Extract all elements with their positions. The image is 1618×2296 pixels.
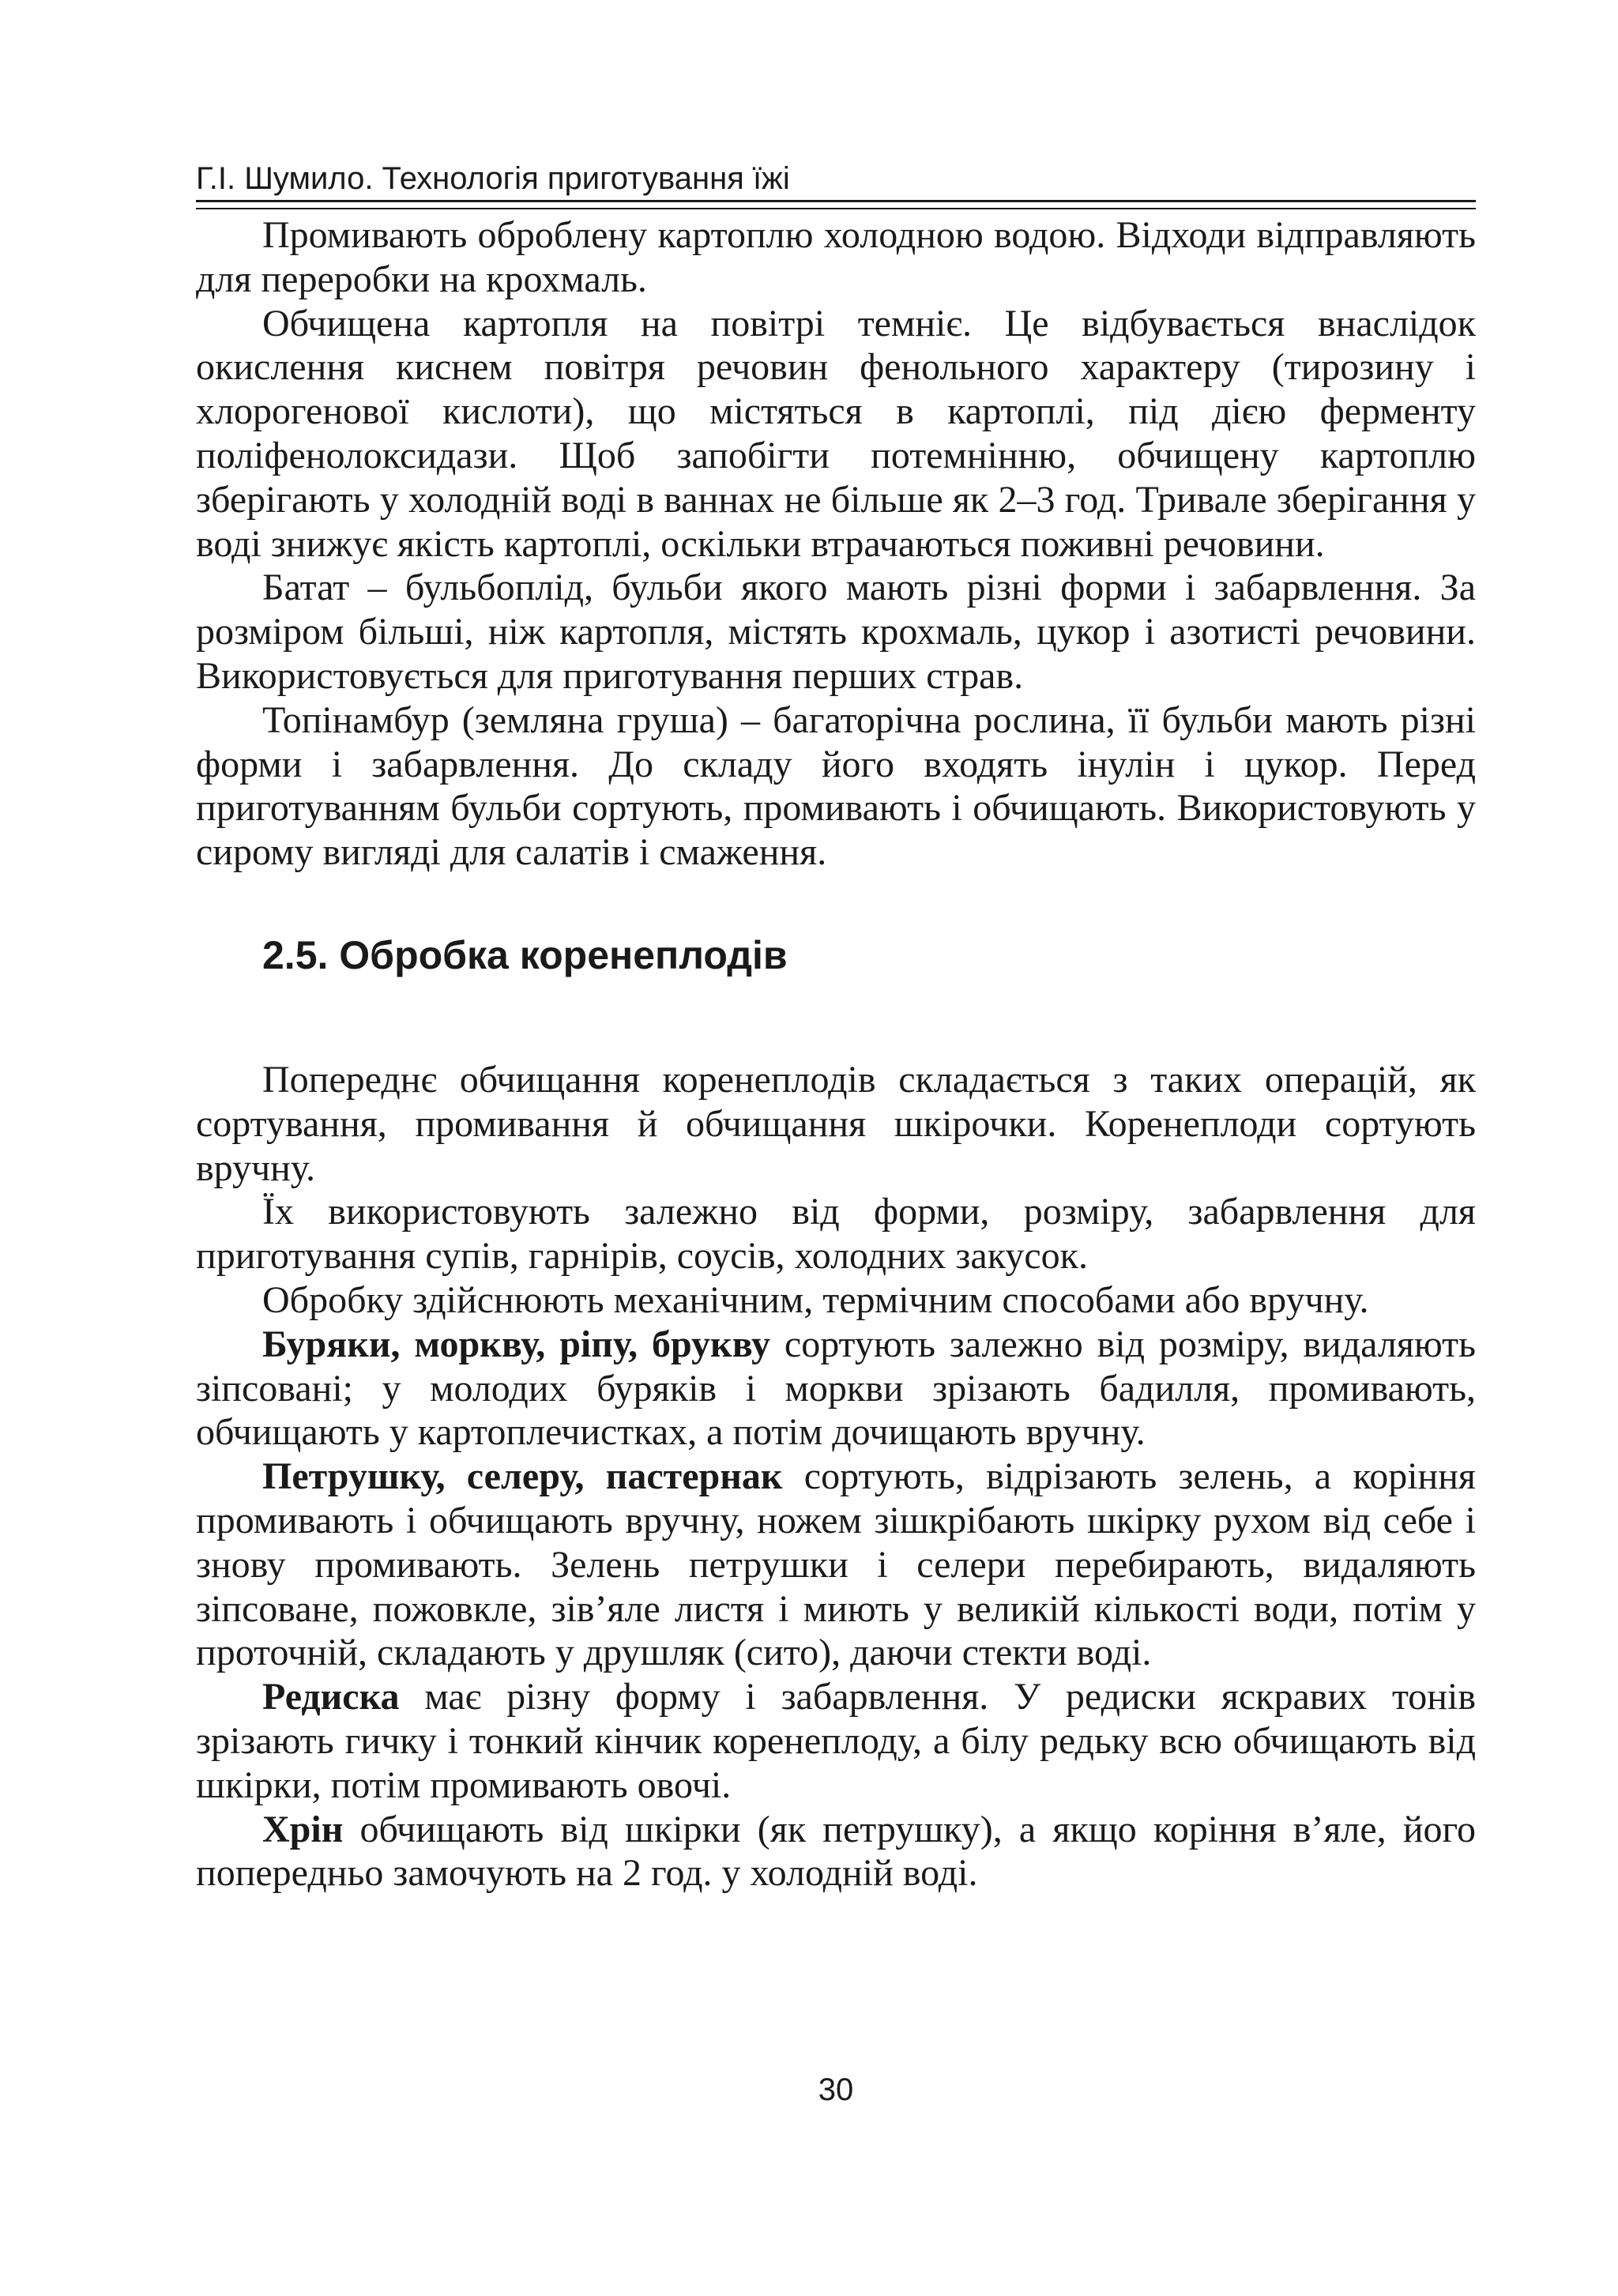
bold-lead: Хрін — [262, 1808, 344, 1850]
header-rule-thin — [196, 208, 1476, 209]
paragraph-text: сортують залежно від розміру, видаляють зіпсовані; у молодих буряків і моркви зрізають бадилля, промивають, обчищають у картоплечистках, а потім дочищають вручну. — [196, 1323, 1476, 1454]
bold-lead: Буряки, моркву, ріпу, брукву — [262, 1323, 770, 1365]
paragraph-text: має різну форму і забарвлення. У редиски яскравих тонів зрізають гичку і тонкий кінчик коренеплоду, а білу редьку всю обчищають від шкірки, потім промивають овочі. — [196, 1676, 1476, 1806]
book-page — [196, 0, 1476, 2296]
paragraph-horseradish — [196, 1808, 1476, 1896]
page-number: 30 — [818, 2072, 854, 2107]
paragraph: Попереднє обчищання коренеплодів складається з таких операцій, як сортування, промивання й обчищання шкірочки. Коренеплоди сортують вручну. — [196, 1058, 1476, 1189]
paragraph-text: обчищають від шкірки (як петрушку), а якщо коріння в’яле, його попередньо замочують на 2 год. у холодній воді. — [196, 1808, 1476, 1895]
running-header: Г.І. Шумило. Технологія приготування їжі — [196, 161, 790, 196]
paragraph: Їх використовують залежно від форми, розміру, забарвлення для приготування супів, гарнірів, соусів, холодних закусок. — [196, 1191, 1476, 1278]
paragraph-parsley — [196, 1455, 1476, 1675]
paragraph: Обробку здійснюють механічним, термічним способами або вручну. — [262, 1278, 1369, 1321]
paragraph: Обчищена картопля на повітрі темніє. Це відбувається внаслідок окислення киснем повітря речовин фенольного характеру (тирозину і хлорогенової кислоти), що містяться в картоплі, під дією ферменту поліфенолоксидази. Щоб запобігти потемнінню, обчищену картоплю зберігають у холодній воді в ваннах не більше як 2–3 год. Тривале зберігання у воді знижує якість картоплі, оскільки втрачаються поживні речовини. — [196, 302, 1476, 565]
bold-lead: Редиска — [262, 1676, 400, 1718]
header-rule-thick — [196, 200, 1476, 202]
bold-lead: Петрушку, селеру, пастернак — [262, 1455, 783, 1498]
paragraph: Батат – бульбоплід, бульби якого мають різні форми і забарвлення. За розміром більші, ніж картопля, містять крохмаль, цукор і азотисті речовини. Використовується для приготування перших страв. — [196, 566, 1476, 697]
paragraph-beets — [196, 1323, 1476, 1455]
section-heading: 2.5. Обробка коренеплодів — [262, 932, 788, 977]
paragraph-text: сортують, відрізають зелень, а коріння промивають і обчищають вручну, ножем зішкрібають шкірку рухом від себе і знову промивають. Зелень петрушки і селери перебирають, видаляють зіпсоване, пожовкле, зів’яле листя і миють у великій кількості води, потім у проточній, складають у друшляк (сито), даючи стекти воді. — [196, 1455, 1476, 1674]
paragraph-radish — [196, 1675, 1476, 1807]
paragraph: Топінамбур (земляна груша) – багаторічна рослина, її бульби мають різні форми і забарвлення. До складу його входять інулін і цукор. Перед приготуванням бульби сортують, промивають і обчищають. Використовують у сирому вигляді для салатів і смаження. — [196, 698, 1476, 874]
body-text — [196, 213, 1476, 1895]
paragraph: Промивають оброблену картоплю холодною водою. Відходи відправляють для переробки на крохмаль. — [196, 214, 1476, 300]
